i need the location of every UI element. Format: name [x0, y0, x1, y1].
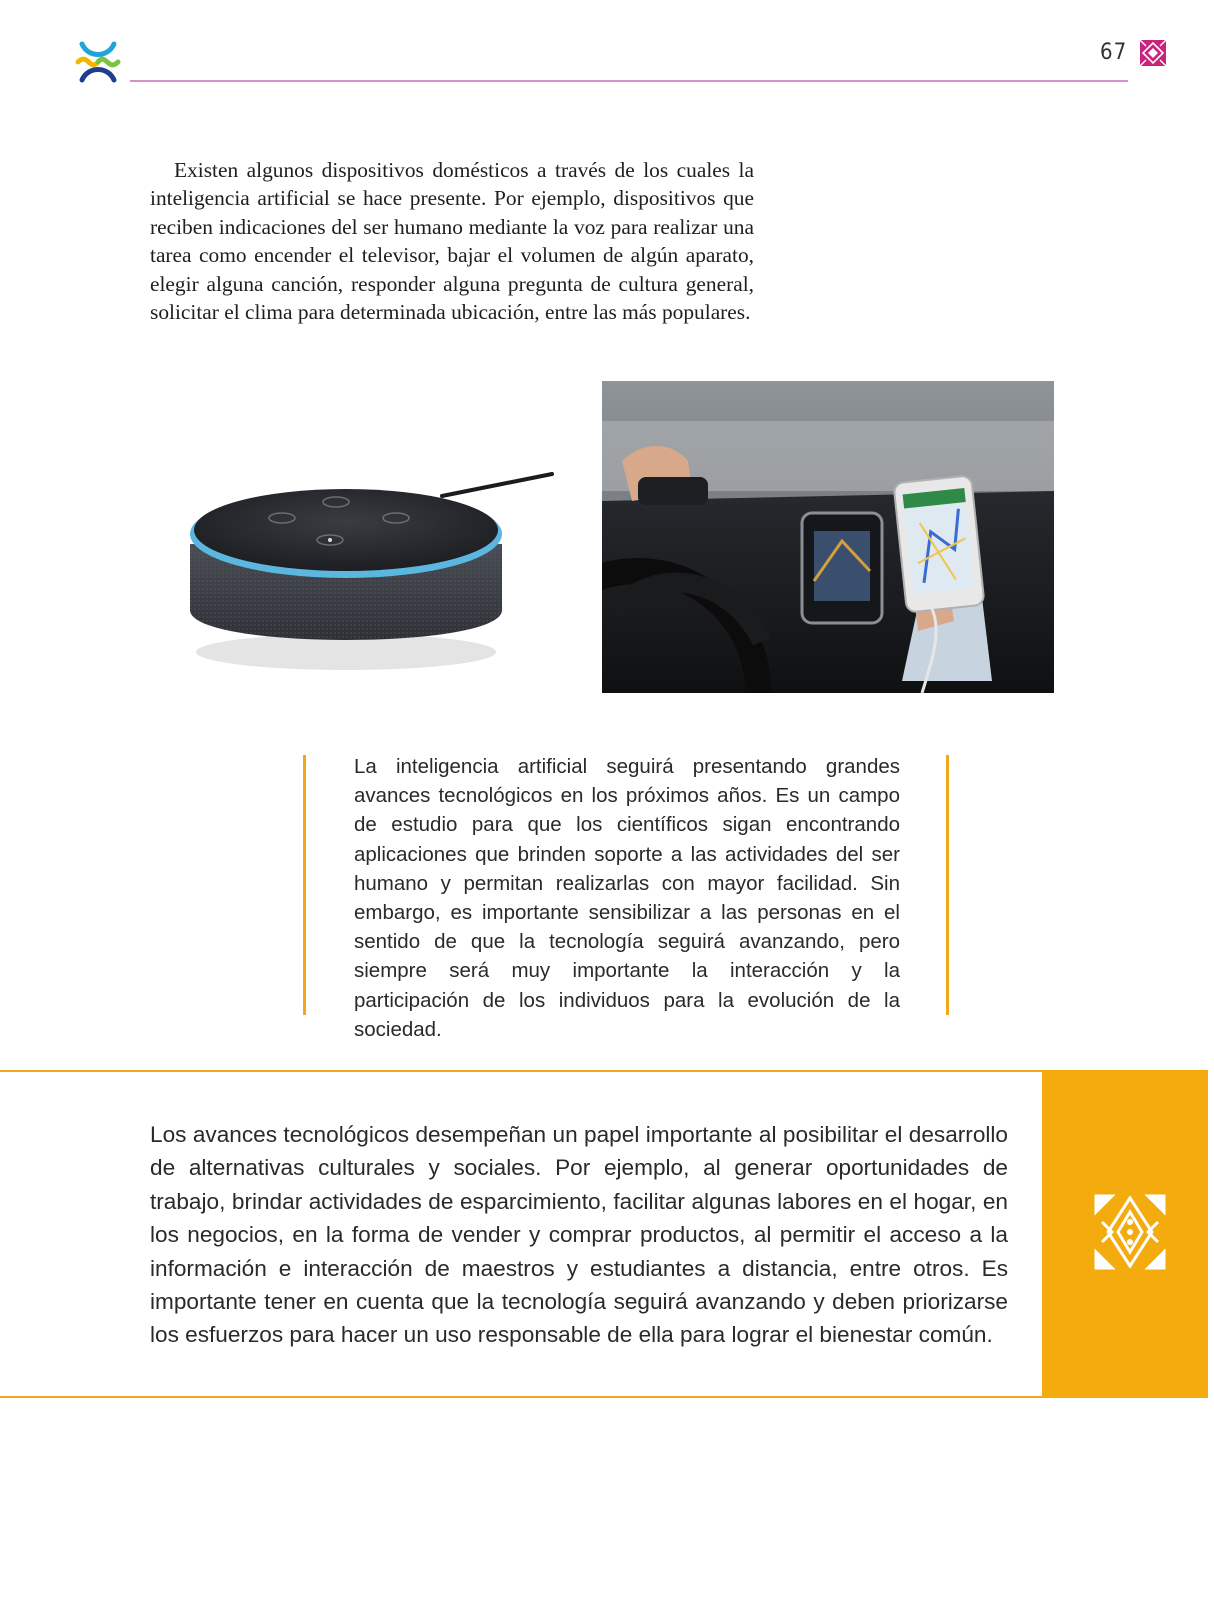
band-bottom-rule — [0, 1396, 1042, 1398]
car-navigation-image — [602, 381, 1054, 693]
smart-speaker-image — [150, 384, 562, 694]
callout-left-bar — [303, 755, 306, 1015]
callout-text: La inteligencia artificial seguirá presentando grandes avances tecnológicos en los próximos años. Es un campo de estudio para que los científicos sigan encontrando aplicaciones que brinden soporte a las actividades del ser humano y permitan realizarlas con mayor facilidad. Sin embargo, es importante sensibilizar a las personas en el sentido de que la tecnología seguirá avanzando, pero siempre será muy importante la interacción y la participación de los individuos para la evolución de la sociedad. — [354, 755, 900, 1041]
textile-pattern-icon — [1092, 1192, 1168, 1272]
band-top-rule — [0, 1070, 1042, 1072]
header-rule — [130, 80, 1128, 82]
page-number: 67 — [1100, 40, 1128, 65]
ornament-icon — [1140, 40, 1166, 66]
callout-right-bar — [946, 755, 949, 1015]
band-paragraph: Los avances tecnológicos desempeñan un papel importante al posibilitar el desarrollo de alternativas culturales y sociales. Por ejemplo, al generar oportunidades de trabajo, brindar actividades de esparcimiento, facilitar algunas labores en el hogar, en los negocios, en la forma de vender y comprar productos, al permitir el acceso a la información e interacción de maestros y estudiantes a distancia, entre otros. Es importante tener en cuenta que la tecnología seguirá avanzando y deben priorizarse los esfuerzos para hacer un uso responsable de ella para lograr el bienestar común. — [150, 1122, 1008, 1348]
book-logo-icon — [74, 38, 122, 86]
intro-paragraph: Existen algunos dispositivos domésticos a través de los cuales la inteligencia artificial se hace presente. Por ejemplo, dispositivos que reciben indicaciones del ser humano mediante la voz para realizar una tarea como encender el televisor, bajar el volumen de algún aparato, elegir alguna canción, responder alguna pregunta de cultura general, solicitar el clima para determinada ubicación, entre las más populares. — [150, 158, 754, 325]
